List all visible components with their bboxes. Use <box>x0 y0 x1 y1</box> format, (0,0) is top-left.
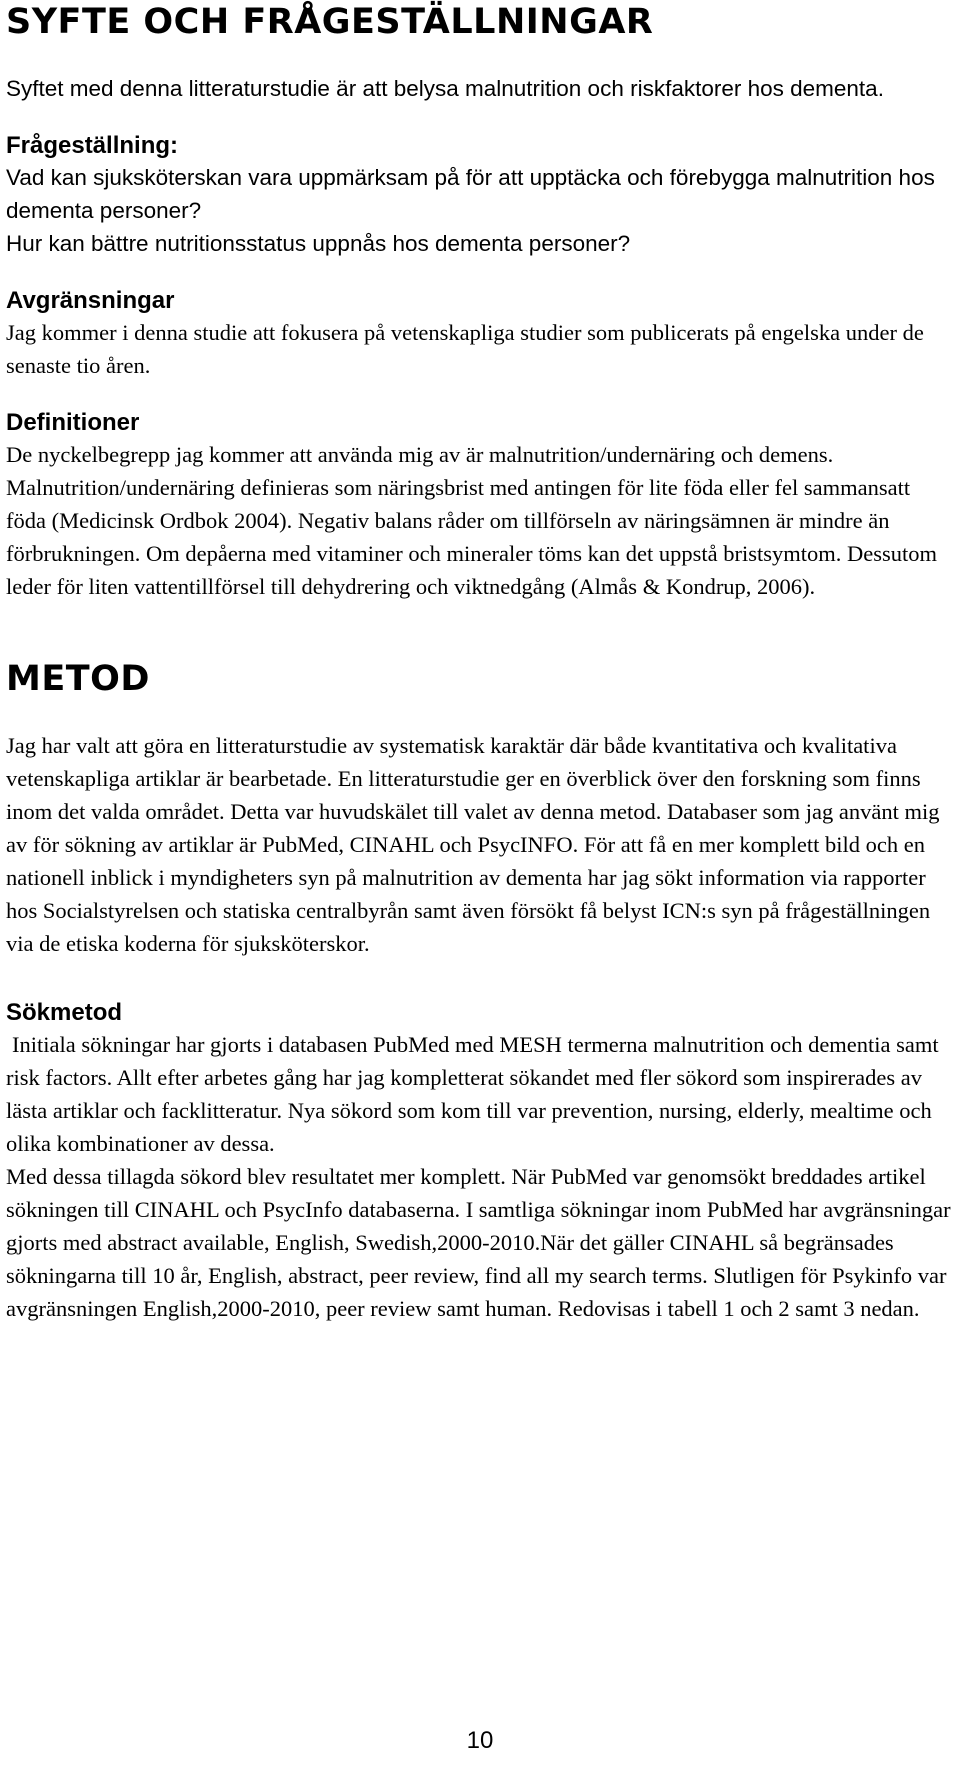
method-paragraph: Jag har valt att göra en litteraturstudie av systematisk karaktär där både kvantitativa och kvalitativa vetenskapliga artiklar är bearbetade. En litteraturstudie ger en överblick över den forskning som finns inom det valda området. Detta var huvudskälet till valet av denna metod. Databaser som jag använt mig av för sökning av artiklar är PubMed, CINAHL och PsycINFO. För att få en mer komplett bild och en nationell inblick i myndigheters syn på malnutrition av dementa har jag sökt information via rapporter hos Socialstyrelsen och statiska centralbyrån samt även försökt få belyst ICN:s syn på frågeställningen via de etiska koderna för sjuksköterskor. <box>6 733 940 956</box>
definitions-paragraph-2: Malnutrition/undernäring definieras som näringsbrist med antingen för lite föda eller fel sammansatt föda (Medicinsk Ordbok 2004). Negativ balans råder om tillförseln av näringsämnen är mindre än förbrukningen. Om depåerna med vitaminer och mineraler töms kan det uppstå bristsymtom. Dessutom leder för liten vattentillförsel till dehydrering och viktnedgång (Almås & Kondrup, 2006). <box>6 475 938 599</box>
search-paragraph-2: Med dessa tillagda sökord blev resultatet mer komplett. När PubMed var genomsökt breddades artikel sökningen till CINAHL och PsycInfo databaserna. I samtliga sökningar inom PubMed har avgränsningar gjorts med abstract available, English, Swedish,2000-2010.När det gäller CINAHL så begränsades sökningarna till 10 år, English, abstract, peer review, find all my search terms. Slutligen för Psykinfo var avgränsningen English,2000-2010, peer review samt human. Redovisas i tabell 1 och 2 samt 3 nedan. <box>6 1164 951 1321</box>
search-paragraph-1: Initiala sökningar har gjorts i databasen PubMed med MESH termerna malnutrition och dementia samt risk factors. Allt efter arbetes gång har jag kompletterat sökandet med fler sökord som inspirerades av lästa artiklar och facklitteratur. Nya sökord som kom till var prevention, nursing, elderly, mealtime och olika kombinationer av dessa. <box>6 1032 939 1156</box>
definitions-heading: Definitioner <box>6 409 140 436</box>
definitions-paragraph-1: De nyckelbegrepp jag kommer att använda mig av är malnutrition/undernäring och demens. <box>6 442 834 467</box>
search-method-heading: Sökmetod <box>6 999 123 1026</box>
limitations-paragraph: Jag kommer i denna studie att fokusera på vetenskapliga studier som publicerats på engelska under de senaste tio åren. <box>6 320 924 378</box>
document-page <box>6 0 954 1325</box>
limitations-heading: Avgränsningar <box>6 287 175 314</box>
aim-paragraph: Syftet med denna litteraturstudie är att belysa malnutrition och riskfaktorer hos dementa. <box>6 76 884 101</box>
question-1: Vad kan sjuksköterskan vara uppmärksam på för att upptäcka och förebygga malnutrition hos dementa personer? <box>6 165 935 223</box>
page-number: 10 <box>466 1727 494 1754</box>
questions-heading: Frågeställning: <box>6 132 179 159</box>
question-2: Hur kan bättre nutritionsstatus uppnås hos dementa personer? <box>6 231 631 256</box>
section-heading-metod: METOD <box>6 659 150 699</box>
section-heading-syfte: SYFTE OCH FRÅGESTÄLLNINGAR <box>6 2 654 42</box>
